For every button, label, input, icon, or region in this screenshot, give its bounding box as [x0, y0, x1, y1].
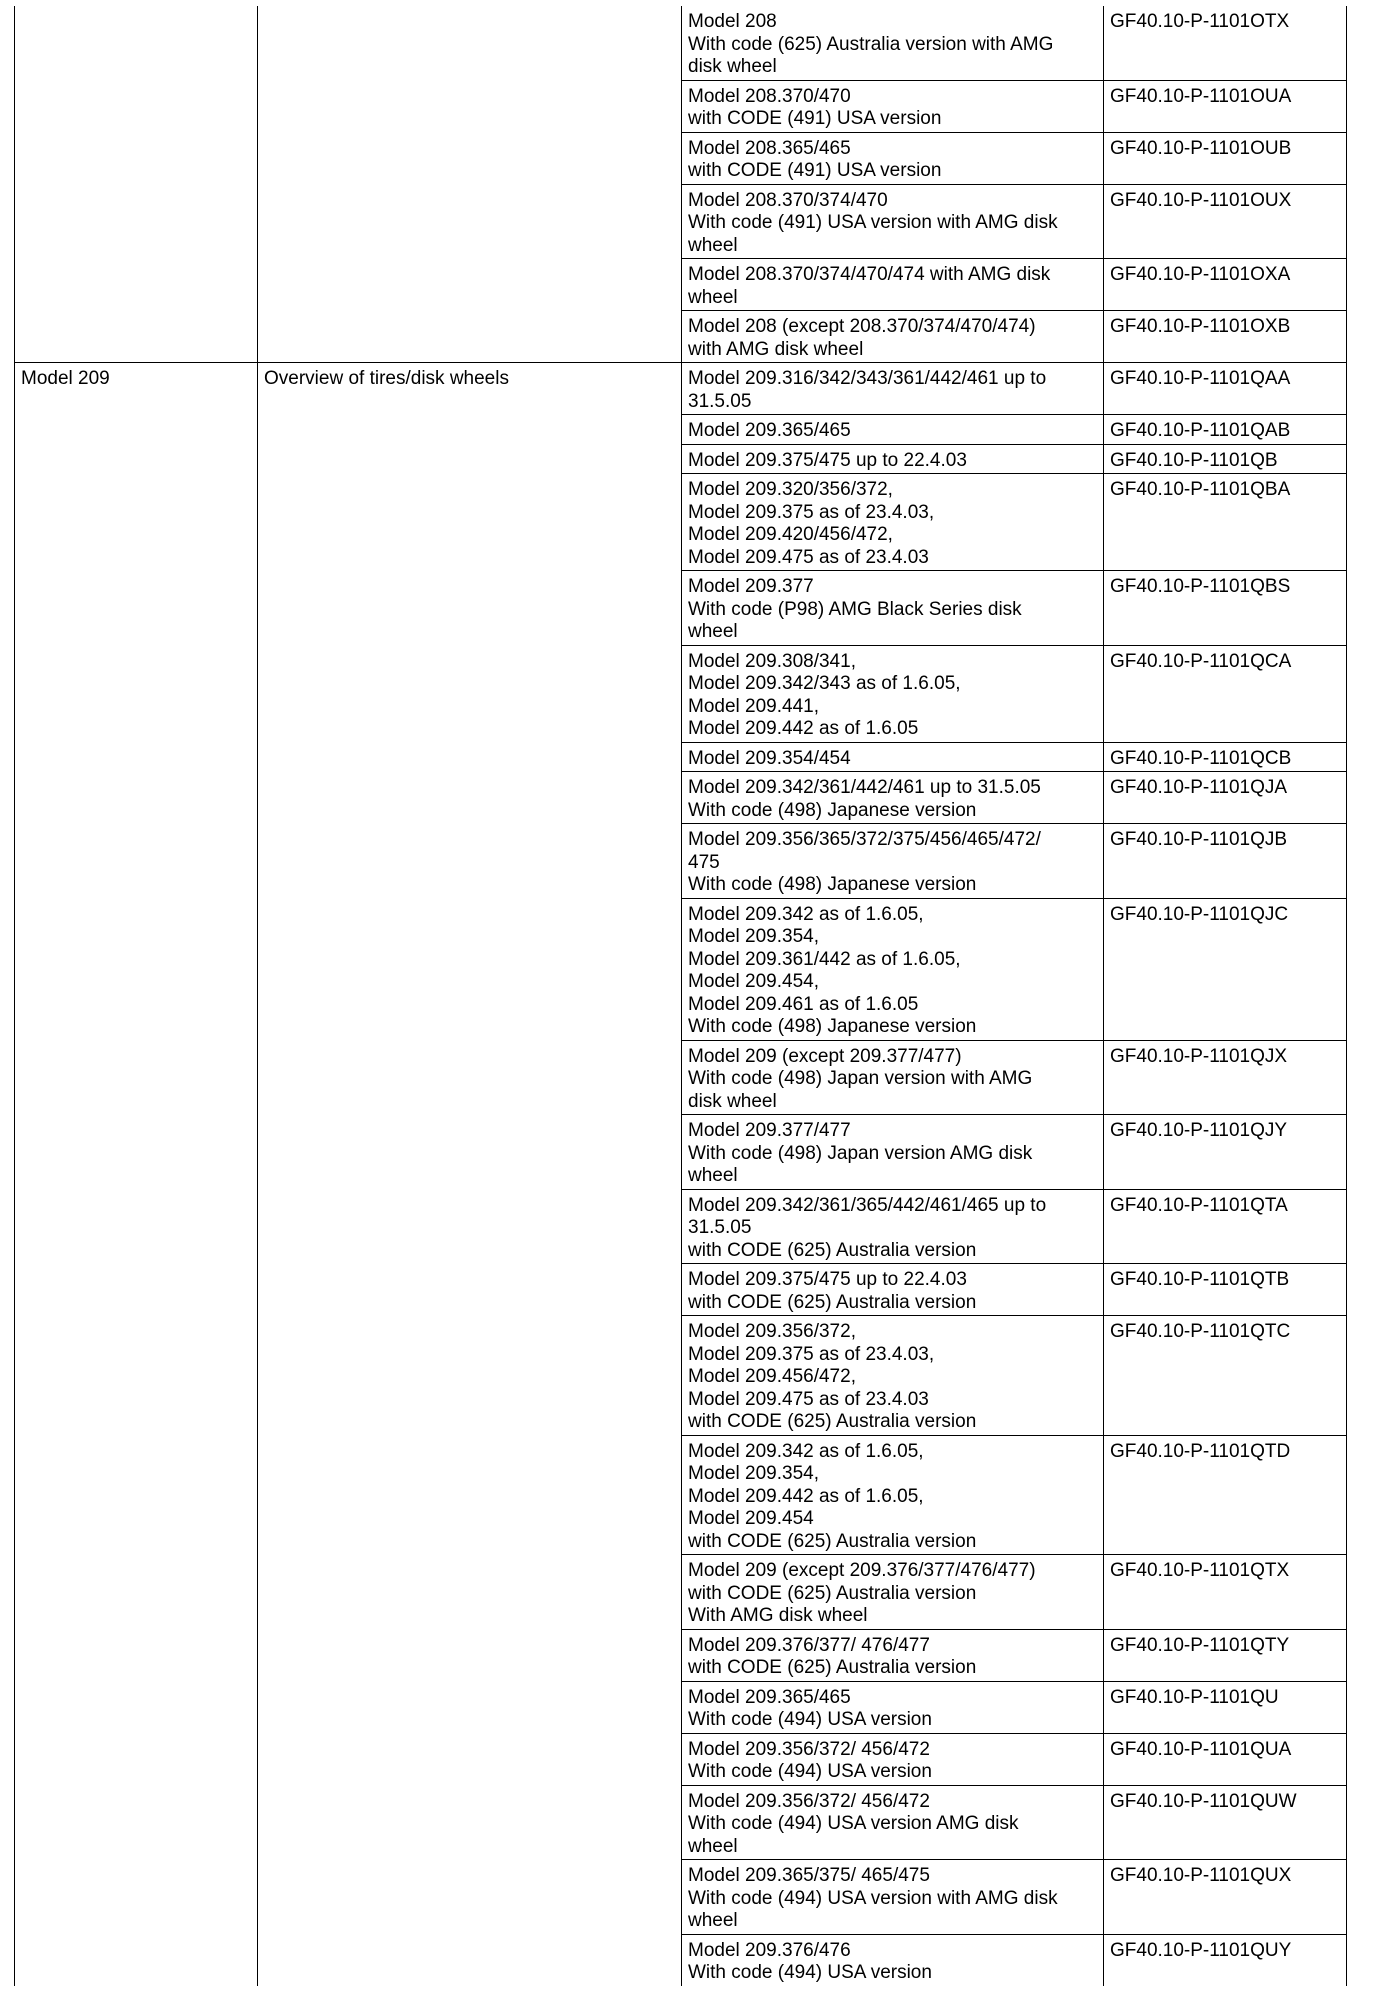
model-description-cell — [682, 742, 1104, 772]
description-line: Model 209.342 as of 1.6.05, — [688, 903, 924, 925]
document-code-cell: GF40.10-P-1101QJX — [1104, 1040, 1347, 1115]
model-description-cell — [682, 444, 1104, 474]
description-line: Model 208.370/470 — [688, 85, 851, 107]
description-line: Model 209.356/365/372/375/456/465/472/ — [688, 829, 1041, 850]
model-cell — [15, 1264, 258, 1316]
model-cell — [15, 1681, 258, 1733]
description-line: with CODE (625) Australia version — [688, 1530, 977, 1552]
model-cell — [15, 311, 258, 363]
document-code-cell: GF40.10-P-1101OXB — [1104, 311, 1347, 363]
table-body — [15, 6, 1347, 1986]
table-row — [15, 1785, 1347, 1860]
model-cell — [15, 772, 258, 824]
table-row — [15, 132, 1347, 184]
description-line: Model 209.420/456/472, — [688, 524, 893, 545]
document-type-cell — [258, 6, 682, 80]
document-code-cell: GF40.10-P-1101QU — [1104, 1681, 1347, 1733]
description-line: Model 209.354/454 — [688, 747, 851, 769]
description-line: with AMG disk wheel — [688, 338, 864, 360]
model-description-cell — [682, 824, 1104, 899]
description-line: Model 209.375 as of 23.4.03, — [688, 1343, 935, 1365]
description-line: Model 209.342 as of 1.6.05, — [688, 1440, 924, 1462]
tire-overview-table — [14, 6, 1347, 1986]
description-line: Model 209.441, — [688, 695, 819, 717]
document-code-cell: GF40.10-P-1101OUA — [1104, 80, 1347, 132]
description-line: Model 209.354, — [688, 926, 819, 947]
description-line: Model 209.442 as of 1.6.05 — [688, 718, 919, 739]
model-description-cell — [682, 1040, 1104, 1115]
description-line: With AMG disk wheel — [688, 1605, 868, 1626]
table-row — [15, 1733, 1347, 1785]
model-description-cell — [682, 184, 1104, 259]
document-code-cell: GF40.10-P-1101QAB — [1104, 415, 1347, 445]
table-row — [15, 1934, 1347, 1986]
description-line: Model 209.356/372/ 456/472 — [688, 1738, 930, 1760]
model-description-cell — [682, 259, 1104, 311]
model-description-cell — [682, 1189, 1104, 1264]
description-line: Model 209.361/442 as of 1.6.05, — [688, 948, 961, 970]
model-description-cell — [682, 1316, 1104, 1436]
table-row — [15, 1629, 1347, 1681]
document-code-cell: GF40.10-P-1101QTD — [1104, 1435, 1347, 1555]
description-line: 31.5.05 — [688, 1217, 752, 1238]
description-line: Model 209.376/476 — [688, 1939, 851, 1961]
description-line: Model 209.454 — [688, 1508, 814, 1529]
document-type-cell: Overview of tires/disk wheels — [258, 363, 682, 415]
model-cell — [15, 1316, 258, 1436]
document-type-cell — [258, 1555, 682, 1630]
table-row — [15, 1316, 1347, 1436]
model-description-cell — [682, 1860, 1104, 1935]
description-line: With code (498) Japanese version — [688, 874, 977, 895]
description-line: with CODE (625) Australia version — [688, 1239, 977, 1261]
document-code-cell: GF40.10-P-1101QJC — [1104, 898, 1347, 1040]
model-description-cell — [682, 1435, 1104, 1555]
model-cell — [15, 444, 258, 474]
model-cell — [15, 824, 258, 899]
description-line: Model 209.461 as of 1.6.05 — [688, 993, 919, 1015]
model-cell — [15, 6, 258, 80]
document-type-cell — [258, 898, 682, 1040]
description-line: Model 208.370/374/470 — [688, 189, 888, 211]
document-code-cell: GF40.10-P-1101QUW — [1104, 1785, 1347, 1860]
document-code-cell: GF40.10-P-1101QUY — [1104, 1934, 1347, 1986]
document-code-cell: GF40.10-P-1101QTC — [1104, 1316, 1347, 1436]
table-row — [15, 1040, 1347, 1115]
model-cell — [15, 1860, 258, 1935]
description-line: disk wheel — [688, 56, 777, 77]
description-line: with CODE (625) Australia version — [688, 1582, 977, 1604]
description-line: Model 209.320/356/372, — [688, 479, 893, 500]
description-line: Model 209.356/372/ 456/472 — [688, 1790, 930, 1812]
model-cell — [15, 1555, 258, 1630]
description-line: Model 209.377 — [688, 576, 814, 597]
document-type-cell — [258, 474, 682, 571]
model-cell — [15, 415, 258, 445]
table-row — [15, 474, 1347, 571]
table-row — [15, 259, 1347, 311]
document-type-cell — [258, 1040, 682, 1115]
document-code-cell: GF40.10-P-1101QTA — [1104, 1189, 1347, 1264]
document-type-cell — [258, 1934, 682, 1986]
description-line: with CODE (625) Australia version — [688, 1411, 977, 1432]
model-cell — [15, 1435, 258, 1555]
description-line: Model 209.356/372, — [688, 1321, 856, 1342]
description-line: Model 209.342/343 as of 1.6.05, — [688, 673, 961, 694]
table-row — [15, 1264, 1347, 1316]
description-line: wheel — [688, 1835, 738, 1857]
table-row — [15, 1189, 1347, 1264]
model-cell — [15, 645, 258, 742]
description-line: Model 209.342/361/442/461 up to 31.5.05 — [688, 777, 1041, 798]
description-line: Model 209.365/465 — [688, 420, 851, 441]
document-code-cell: GF40.10-P-1101QJY — [1104, 1115, 1347, 1190]
document-type-cell — [258, 571, 682, 646]
description-line: Model 208.365/465 — [688, 137, 851, 159]
description-line: Model 209.454, — [688, 971, 819, 992]
document-type-cell — [258, 184, 682, 259]
model-cell — [15, 742, 258, 772]
description-line: With code (494) USA version AMG disk — [688, 1813, 1019, 1834]
description-line: with CODE (625) Australia version — [688, 1291, 977, 1313]
model-description-cell — [682, 1733, 1104, 1785]
model-cell — [15, 1115, 258, 1190]
table-row — [15, 1115, 1347, 1190]
description-line: Model 209.375/475 up to 22.4.03 — [688, 1269, 967, 1290]
description-line: Model 209.342/361/365/442/461/465 up to — [688, 1194, 1047, 1216]
model-description-cell — [682, 1555, 1104, 1630]
description-line: With code (498) Japanese version — [688, 799, 977, 821]
description-line: Model 209.375/475 up to 22.4.03 — [688, 449, 967, 471]
document-type-cell — [258, 772, 682, 824]
table-row — [15, 184, 1347, 259]
model-cell — [15, 1934, 258, 1986]
description-line: wheel — [688, 1165, 738, 1186]
document-code-cell: GF40.10-P-1101QBS — [1104, 571, 1347, 646]
table-row — [15, 363, 1347, 415]
description-line: Model 209.316/342/343/361/442/461 up to — [688, 368, 1047, 389]
document-code-cell: GF40.10-P-1101QUX — [1104, 1860, 1347, 1935]
document-type-cell — [258, 645, 682, 742]
model-description-cell — [682, 80, 1104, 132]
document-type-cell — [258, 415, 682, 445]
model-cell — [15, 1040, 258, 1115]
model-cell — [15, 898, 258, 1040]
description-line: Model 209.475 as of 23.4.03 — [688, 546, 929, 568]
description-line: With code (494) USA version — [688, 1761, 932, 1782]
document-type-cell — [258, 1189, 682, 1264]
document-code-cell: GF40.10-P-1101QTY — [1104, 1629, 1347, 1681]
model-description-cell — [682, 1681, 1104, 1733]
table-row — [15, 1555, 1347, 1630]
description-line: disk wheel — [688, 1090, 777, 1112]
model-description-cell — [682, 1115, 1104, 1190]
description-line: Model 209.365/465 — [688, 1686, 851, 1708]
description-line: With code (494) USA version — [688, 1962, 932, 1983]
document-type-cell — [258, 311, 682, 363]
model-description-cell — [682, 363, 1104, 415]
table-row — [15, 444, 1347, 474]
document-code-cell: GF40.10-P-1101QCA — [1104, 645, 1347, 742]
description-line: With code (491) USA version with AMG disk — [688, 212, 1058, 233]
document-type-cell — [258, 1435, 682, 1555]
table-row — [15, 415, 1347, 445]
description-line: Model 209 (except 209.377/477) — [688, 1045, 962, 1067]
model-cell — [15, 1629, 258, 1681]
document-type-cell — [258, 1733, 682, 1785]
document-type-cell — [258, 132, 682, 184]
document-code-cell: GF40.10-P-1101QB — [1104, 444, 1347, 474]
model-cell — [15, 184, 258, 259]
description-line: Model 209.376/377/ 476/477 — [688, 1634, 930, 1656]
document-code-cell: GF40.10-P-1101QTX — [1104, 1555, 1347, 1630]
description-line: wheel — [688, 621, 738, 642]
table-row — [15, 1681, 1347, 1733]
document-code-cell: GF40.10-P-1101QCB — [1104, 742, 1347, 772]
model-description-cell — [682, 571, 1104, 646]
description-line: Model 209.365/375/ 465/475 — [688, 1865, 930, 1886]
table-row — [15, 1435, 1347, 1555]
document-code-cell: GF40.10-P-1101OUB — [1104, 132, 1347, 184]
description-line: Model 208.370/374/470/474 with AMG disk — [688, 264, 1051, 285]
model-description-cell — [682, 1934, 1104, 1986]
description-line: Model 209.308/341, — [688, 650, 856, 672]
document-code-cell: GF40.10-P-1101OXA — [1104, 259, 1347, 311]
description-line: With code (498) Japanese version — [688, 1016, 977, 1037]
description-line: Model 209.456/472, — [688, 1366, 856, 1387]
model-description-cell — [682, 415, 1104, 445]
document-type-cell — [258, 1860, 682, 1935]
document-type-cell — [258, 1115, 682, 1190]
table-row — [15, 742, 1347, 772]
model-cell — [15, 80, 258, 132]
table-row — [15, 1860, 1347, 1935]
table-row — [15, 645, 1347, 742]
model-description-cell — [682, 474, 1104, 571]
document-type-cell — [258, 1785, 682, 1860]
description-line: Model 209.475 as of 23.4.03 — [688, 1388, 929, 1410]
document-code-cell: GF40.10-P-1101OTX — [1104, 6, 1347, 80]
document-type-cell — [258, 444, 682, 474]
description-line: Model 209 (except 209.376/377/476/477) — [688, 1560, 1036, 1581]
model-description-cell — [682, 311, 1104, 363]
model-cell — [15, 1733, 258, 1785]
document-type-cell — [258, 1316, 682, 1436]
description-line: Model 208 (except 208.370/374/470/474) — [688, 316, 1036, 337]
description-line: with CODE (491) USA version — [688, 108, 942, 129]
model-description-cell — [682, 6, 1104, 80]
model-cell — [15, 571, 258, 646]
description-line: With code (P98) AMG Black Series disk — [688, 598, 1022, 620]
description-line: with CODE (625) Australia version — [688, 1657, 977, 1678]
model-description-cell — [682, 772, 1104, 824]
model-description-cell — [682, 645, 1104, 742]
model-cell — [15, 132, 258, 184]
description-line: wheel — [688, 286, 738, 308]
description-line: 475 — [688, 851, 720, 873]
document-code-cell: GF40.10-P-1101QAA — [1104, 363, 1347, 415]
model-description-cell — [682, 1785, 1104, 1860]
model-description-cell — [682, 1264, 1104, 1316]
description-line: With code (494) USA version with AMG disk — [688, 1887, 1058, 1909]
table-row — [15, 571, 1347, 646]
model-description-cell — [682, 898, 1104, 1040]
document-type-cell — [258, 824, 682, 899]
document-type-cell — [258, 1681, 682, 1733]
table-row — [15, 311, 1347, 363]
document-code-cell: GF40.10-P-1101QJB — [1104, 824, 1347, 899]
document-type-cell — [258, 80, 682, 132]
description-line: wheel — [688, 1910, 738, 1931]
document-code-cell: GF40.10-P-1101QTB — [1104, 1264, 1347, 1316]
model-description-cell — [682, 132, 1104, 184]
description-line: wheel — [688, 234, 738, 256]
description-line: With code (498) Japan version with AMG — [688, 1068, 1033, 1089]
model-description-cell — [682, 1629, 1104, 1681]
description-line: Model 209.377/477 — [688, 1120, 851, 1141]
description-line: 31.5.05 — [688, 390, 752, 412]
description-line: Model 209.442 as of 1.6.05, — [688, 1485, 924, 1507]
description-line: Model 209.354, — [688, 1463, 819, 1484]
description-line: Model 209.375 as of 23.4.03, — [688, 501, 935, 523]
document-type-cell — [258, 1264, 682, 1316]
table-row — [15, 6, 1347, 80]
table-row — [15, 898, 1347, 1040]
document-type-cell — [258, 742, 682, 772]
document-code-cell: GF40.10-P-1101OUX — [1104, 184, 1347, 259]
model-cell — [15, 474, 258, 571]
description-line: with CODE (491) USA version — [688, 160, 942, 181]
description-line: With code (494) USA version — [688, 1709, 932, 1730]
document-type-cell — [258, 259, 682, 311]
model-cell — [15, 1785, 258, 1860]
document-code-cell: GF40.10-P-1101QUA — [1104, 1733, 1347, 1785]
document-type-cell — [258, 1629, 682, 1681]
model-cell — [15, 1189, 258, 1264]
document-code-cell: GF40.10-P-1101QJA — [1104, 772, 1347, 824]
model-cell: Model 209 — [15, 363, 258, 415]
description-line: With code (625) Australia version with AMG — [688, 33, 1054, 55]
model-cell — [15, 259, 258, 311]
document-code-cell: GF40.10-P-1101QBA — [1104, 474, 1347, 571]
description-line: With code (498) Japan version AMG disk — [688, 1142, 1033, 1164]
table-row — [15, 772, 1347, 824]
table-row — [15, 80, 1347, 132]
description-line: Model 208 — [688, 11, 777, 32]
table-row — [15, 824, 1347, 899]
